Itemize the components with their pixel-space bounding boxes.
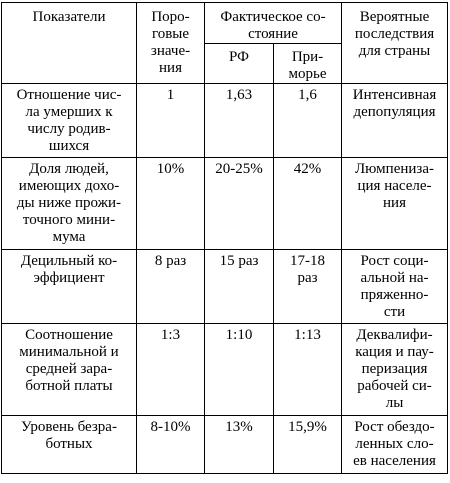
table-row <box>2 250 448 324</box>
cell-indicator: Отношение чис- ла умерших к числу родив- шихся <box>2 84 137 158</box>
header-threshold: Поро- говые значе- ния <box>137 3 205 84</box>
cell-primorye: 42% <box>274 158 342 250</box>
cell-consequence: Деквалифи- кация и пау- перизация рабочей си- лы <box>342 324 448 416</box>
table-row <box>2 158 448 250</box>
header-consequences: Вероятные последствия для страны <box>342 3 448 84</box>
cell-rf: 20-25% <box>205 158 274 250</box>
cell-primorye: 15,9% <box>274 416 342 474</box>
cell-rf: 13% <box>205 416 274 474</box>
cell-indicator: Децильный ко- эффициент <box>2 250 137 324</box>
cell-threshold: 1 <box>137 84 205 158</box>
cell-primorye: 1:13 <box>274 324 342 416</box>
table-row <box>2 84 448 158</box>
cell-consequence: Рост обездо- ленных сло- ев населения <box>342 416 448 474</box>
cell-consequence: Рост соци- альной на- пряженно- сти <box>342 250 448 324</box>
cell-rf: 1,63 <box>205 84 274 158</box>
cell-indicator: Доля людей, имеющих дохо- ды ниже прожи- точного мини- мума <box>2 158 137 250</box>
header-indicator: Показатели <box>2 3 137 84</box>
cell-indicator: Уровень безра- ботных <box>2 416 137 474</box>
cell-threshold: 1:3 <box>137 324 205 416</box>
table-row <box>2 416 448 474</box>
cell-consequence: Интенсивная депопуляция <box>342 84 448 158</box>
cell-primorye: 1,6 <box>274 84 342 158</box>
indicators-table <box>1 2 448 474</box>
cell-threshold: 8-10% <box>137 416 205 474</box>
header-rf: РФ <box>205 44 274 84</box>
header-row <box>2 3 448 44</box>
cell-indicator: Соотношение минимальной и средней зара- ботной платы <box>2 324 137 416</box>
header-actual: Фактическое со- стояние <box>205 3 342 44</box>
header-primorye: При- морье <box>274 44 342 84</box>
cell-rf: 1:10 <box>205 324 274 416</box>
cell-consequence: Люмпениза- ция населе- ния <box>342 158 448 250</box>
cell-primorye: 17-18 раз <box>274 250 342 324</box>
cell-rf: 15 раз <box>205 250 274 324</box>
cell-threshold: 8 раз <box>137 250 205 324</box>
table-row <box>2 324 448 416</box>
cell-threshold: 10% <box>137 158 205 250</box>
